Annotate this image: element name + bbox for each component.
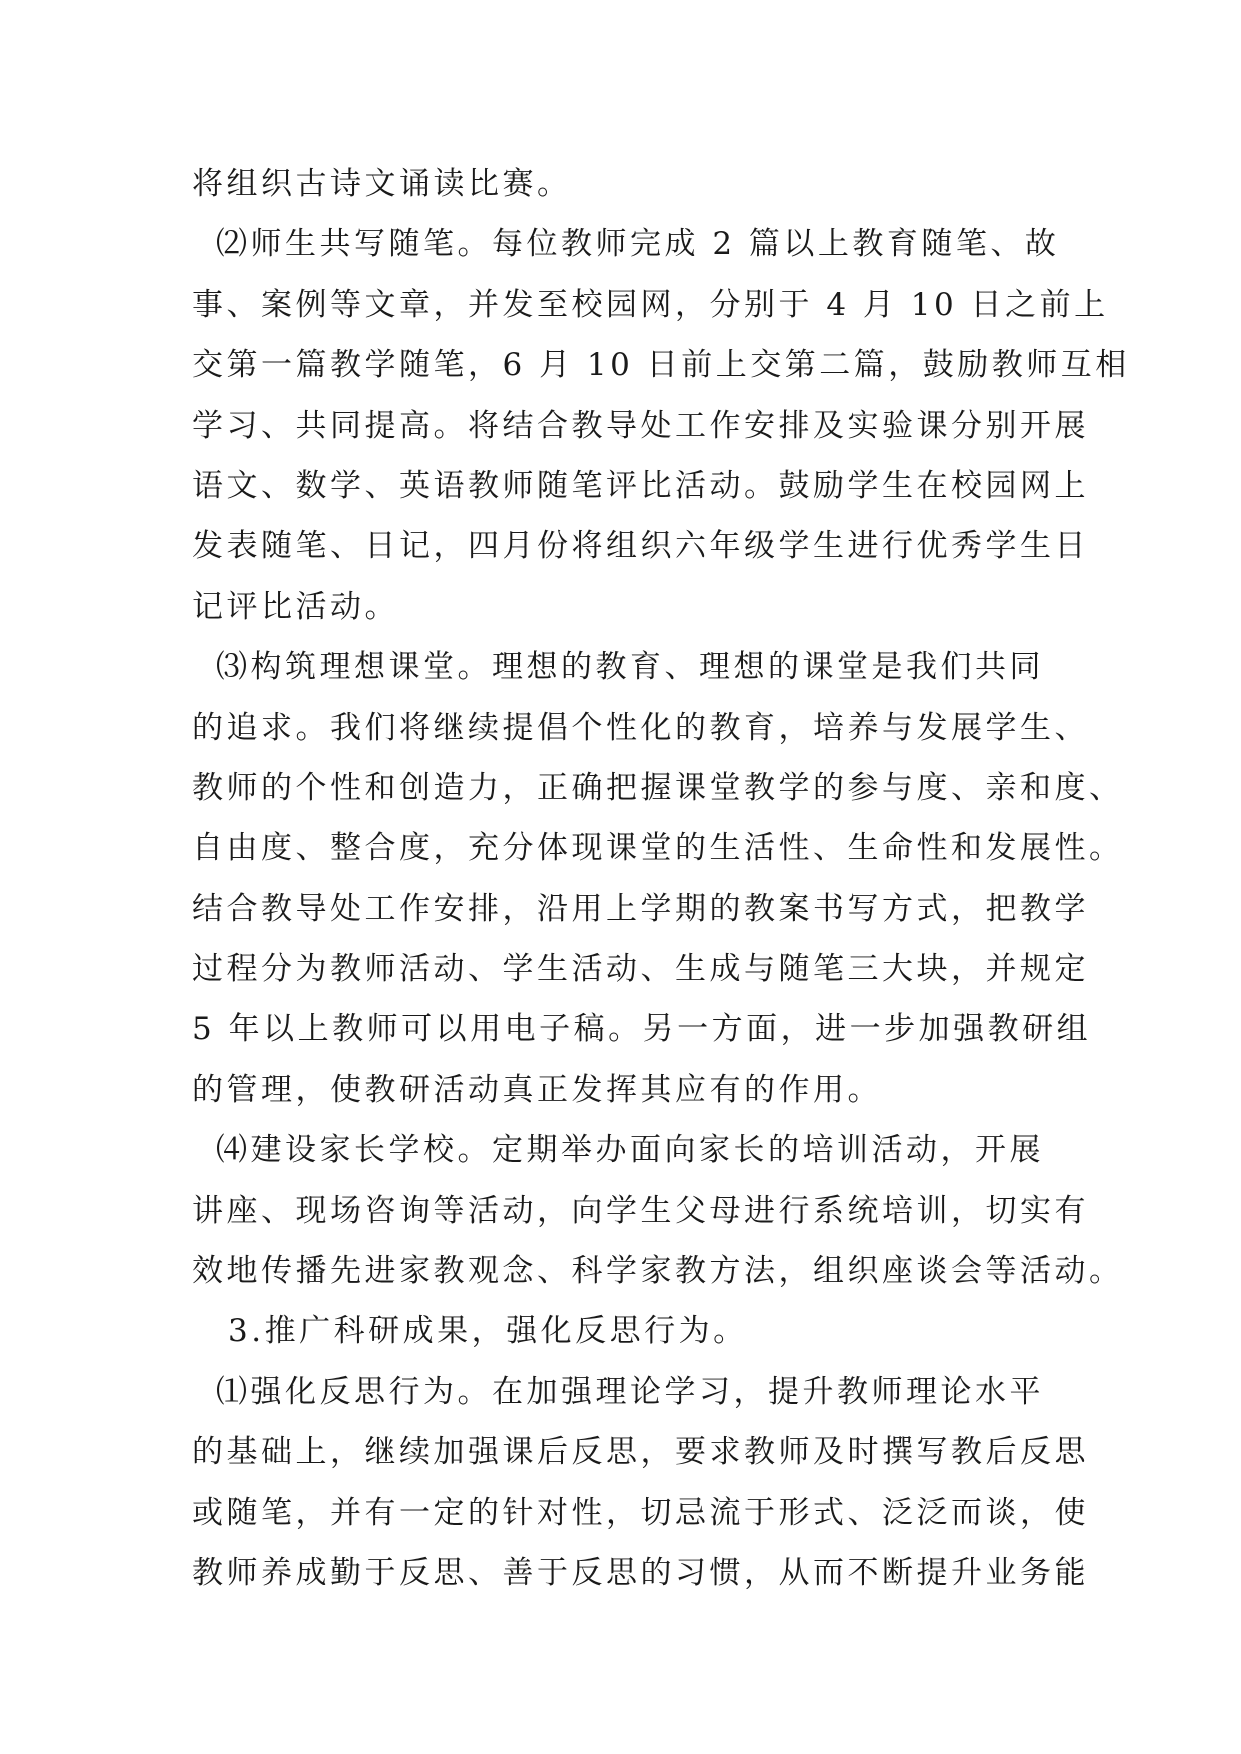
text-line: 效地传播先进家教观念、科学家教方法，组织座谈会等活动。 [192,1253,1124,1290]
text-line: 学习、共同提高。将结合教导处工作安排及实验课分别开展 [192,407,1089,444]
text-line: 的基础上，继续加强课后反思，要求教师及时撰写教后反思 [192,1434,1089,1471]
text-line: 过程分为教师活动、学生活动、生成与随笔三大块，并规定 [192,951,1089,988]
text-line: 语文、数学、英语教师随笔评比活动。鼓励学生在校园网上 [192,467,1089,504]
text-line: 5 年以上教师可以用电子稿。另一方面，进一步加强教研组 [192,1011,1092,1048]
text-line: 记评比活动。 [192,588,399,625]
text-line: 事、案例等文章，并发至校园网，分别于 4 月 10 日之前上 [192,286,1109,323]
text-line: 讲座、现场咨询等活动，向学生父母进行系统培训，切实有 [192,1192,1089,1229]
text-line: 或随笔，并有一定的针对性，切忌流于形式、泛泛而谈，使 [192,1494,1089,1531]
text-line: ⑷建设家长学校。定期举办面向家长的培训活动，开展 [216,1132,1044,1169]
text-line: 结合教导处工作安排，沿用上学期的教案书写方式，把教学 [192,890,1089,927]
section-heading: 3.推广科研成果，强化反思行为。 [228,1313,748,1350]
text-line: 教师的个性和创造力，正确把握课堂教学的参与度、亲和度、 [192,769,1124,806]
text-line: 将组织古诗文诵读比赛。 [192,166,572,202]
text-line: 的管理，使教研活动真正发挥其应有的作用。 [192,1071,882,1108]
text-line: 交第一篇教学随笔，6 月 10 日前上交第二篇，鼓励教师互相 [192,347,1130,384]
text-line: ⑴强化反思行为。在加强理论学习，提升教师理论水平 [216,1373,1044,1410]
text-line: 的追求。我们将继续提倡个性化的教育，培养与发展学生、 [192,709,1089,746]
body-text [192,154,1130,1603]
text-line: 自由度、整合度，充分体现课堂的生活性、生命性和发展性。 [192,830,1124,867]
text-line: 教师养成勤于反思、善于反思的习惯，从而不断提升业务能 [192,1554,1089,1591]
text-line: ⑵师生共写随笔。每位教师完成 2 篇以上教育随笔、故 [216,226,1060,263]
text-line: 发表随笔、日记，四月份将组织六年级学生进行优秀学生日 [192,528,1089,565]
text-line: ⑶构筑理想课堂。理想的教育、理想的课堂是我们共同 [216,649,1044,686]
